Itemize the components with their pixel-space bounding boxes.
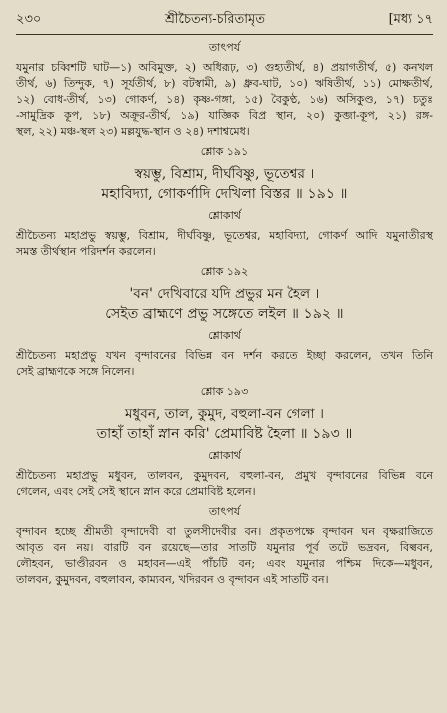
page-content [16,39,433,588]
text-line: সমস্ত তীর্থস্থান পরিদর্শন করলেন। [16,245,156,258]
section-label: তাৎপর্য [208,41,241,54]
page-header [16,10,433,32]
text-line: শ্রীচৈতন্য মহাপ্রভু স্বয়ম্ভু, বিশ্রাম, দীর্ঘবিষ্ণু, ভূতেশ্বর, মহাবিদ্যা, গোকর্ণ আদি যমুনাতীরস্থ [16,229,433,242]
text-line: ১২) বোধ-তীর্থ, ১৩) গোকর্ণ, ১৪) কৃষ্ণ-গঙ্গা, ১৫) বৈকুণ্ঠ, ১৬) অসিকুণ্ড, ১৭) চতুঃ [16,93,433,106]
section-label: শ্লোক ১৯২ [200,265,249,278]
verse-line: 'বন' দেখিবারে যদি প্রভুর মন হৈল । [129,286,320,302]
text-line: সেই ব্রাহ্মণকে সঙ্গে নিলেন। [16,365,135,378]
verse-line: তাহাঁ তাহাঁ স্নান করি' প্রেমাবিষ্ট হৈলা ॥ ১৯৩ ॥ [96,426,353,442]
paragraph [16,60,433,140]
paragraph [16,348,433,380]
text-line: লৌহবন, ভাণ্ডীরবন ও মহাবন—এই পাঁচটি বন; এবং যমুনার পশ্চিম দিকে—মধুবন, [16,557,433,570]
text-line: তালবন, কুমুদবন, বহুলাবন, কাম্যবন, খদিরবন ও বৃন্দাবন এই সাতটি বন। [16,573,329,586]
verse [16,164,433,204]
text-line: শ্রীচৈতন্য মহাপ্রভু মধুবন, তালবন, কুমুদবন, বহুলা-বন, প্রমুখ বৃন্দাবনের বিভিন্ন বনে [16,469,433,482]
verse-line: মহাবিদ্যা, গোকর্ণাদি দেখিলা বিস্তর ॥ ১৯১ ॥ [101,186,348,202]
running-title: শ্রীচৈতন্য-চরিতামৃত [164,12,266,27]
verse-line: স্বয়ম্ভু, বিশ্রাম, দীর্ঘবিষ্ণু, ভূতেশ্বর । [134,166,315,182]
paragraph [16,228,433,260]
text-line: -সামুদ্রিক কূপ, ১৮) অক্রূর-তীর্থ, ১৯) যাজ্ঞিক বিপ্র স্থান, ২০) কুব্জা-কূপ, ২১) রঙ্গ- [16,109,433,122]
text-line: যমুনার চব্বিশটি ঘাট—১) অবিমুক্ত, ২) অধিরূঢ়, ৩) গুহ্যতীর্থ, ৪) প্রয়াগতীর্থ, ৫) কনখল [16,61,433,74]
paragraph [16,468,433,500]
text-line: বৃন্দাবন হচ্ছে শ্রীমতী বৃন্দাদেবী বা তুলসীদেবীর বন। প্রকৃতপক্ষে বৃন্দাবন ঘন বৃক্ষরাজিতে [16,525,433,538]
header-rule [16,34,433,35]
section-label: তাৎপর্য [208,505,241,518]
page-number: ২৩০ [16,12,42,27]
section-label: শ্লোকার্থ [208,329,241,342]
section-label: শ্লোক ১৯১ [200,145,249,158]
section-label: শ্লোকার্থ [208,449,241,462]
text-line: গেলেন, এবং সেই সেই স্থানে স্নান করে প্রেমাবিষ্ট হলেন। [16,485,256,498]
text-line: স্থল, ২২) মঞ্চ-স্থল ২৩) মল্লযুদ্ধ-স্থান ও ২৪) দশাশ্বমেধ। [16,125,250,138]
verse [16,404,433,444]
verse-line: মধুবন, তাল, কুমুদ, বহুলা-বন গেলা । [124,406,325,422]
paragraph [16,524,433,588]
section-label: শ্লোক ১৯৩ [200,385,249,398]
text-line: আবৃত বন নয়। বারটি বন রয়েছে—তার সাতটি যমুনার পূর্ব তটে ভদ্রবন, বিল্ববন, [16,541,433,554]
verse-line: সেইত ব্রাহ্মণে প্রভু সঙ্গেতে লইল ॥ ১৯২ ॥ [105,306,344,322]
section-marker: [মধ্য ১৭ [388,12,433,27]
text-line: শ্রীচৈতন্য মহাপ্রভু যখন বৃন্দাবনের বিভিন্ন বন দর্শন করতে ইচ্ছা করলেন, তখন তিনি [16,349,433,362]
text-line: তীর্থ, ৬) তিন্দুক, ৭) সূর্যতীর্থ, ৮) বটস্বামী, ৯) ধ্রুব-ঘাট, ১০) ঋষিতীর্থ, ১১) মোক্ষতীর্থ, [16,77,433,90]
section-label: শ্লোকার্থ [208,209,241,222]
verse [16,284,433,324]
